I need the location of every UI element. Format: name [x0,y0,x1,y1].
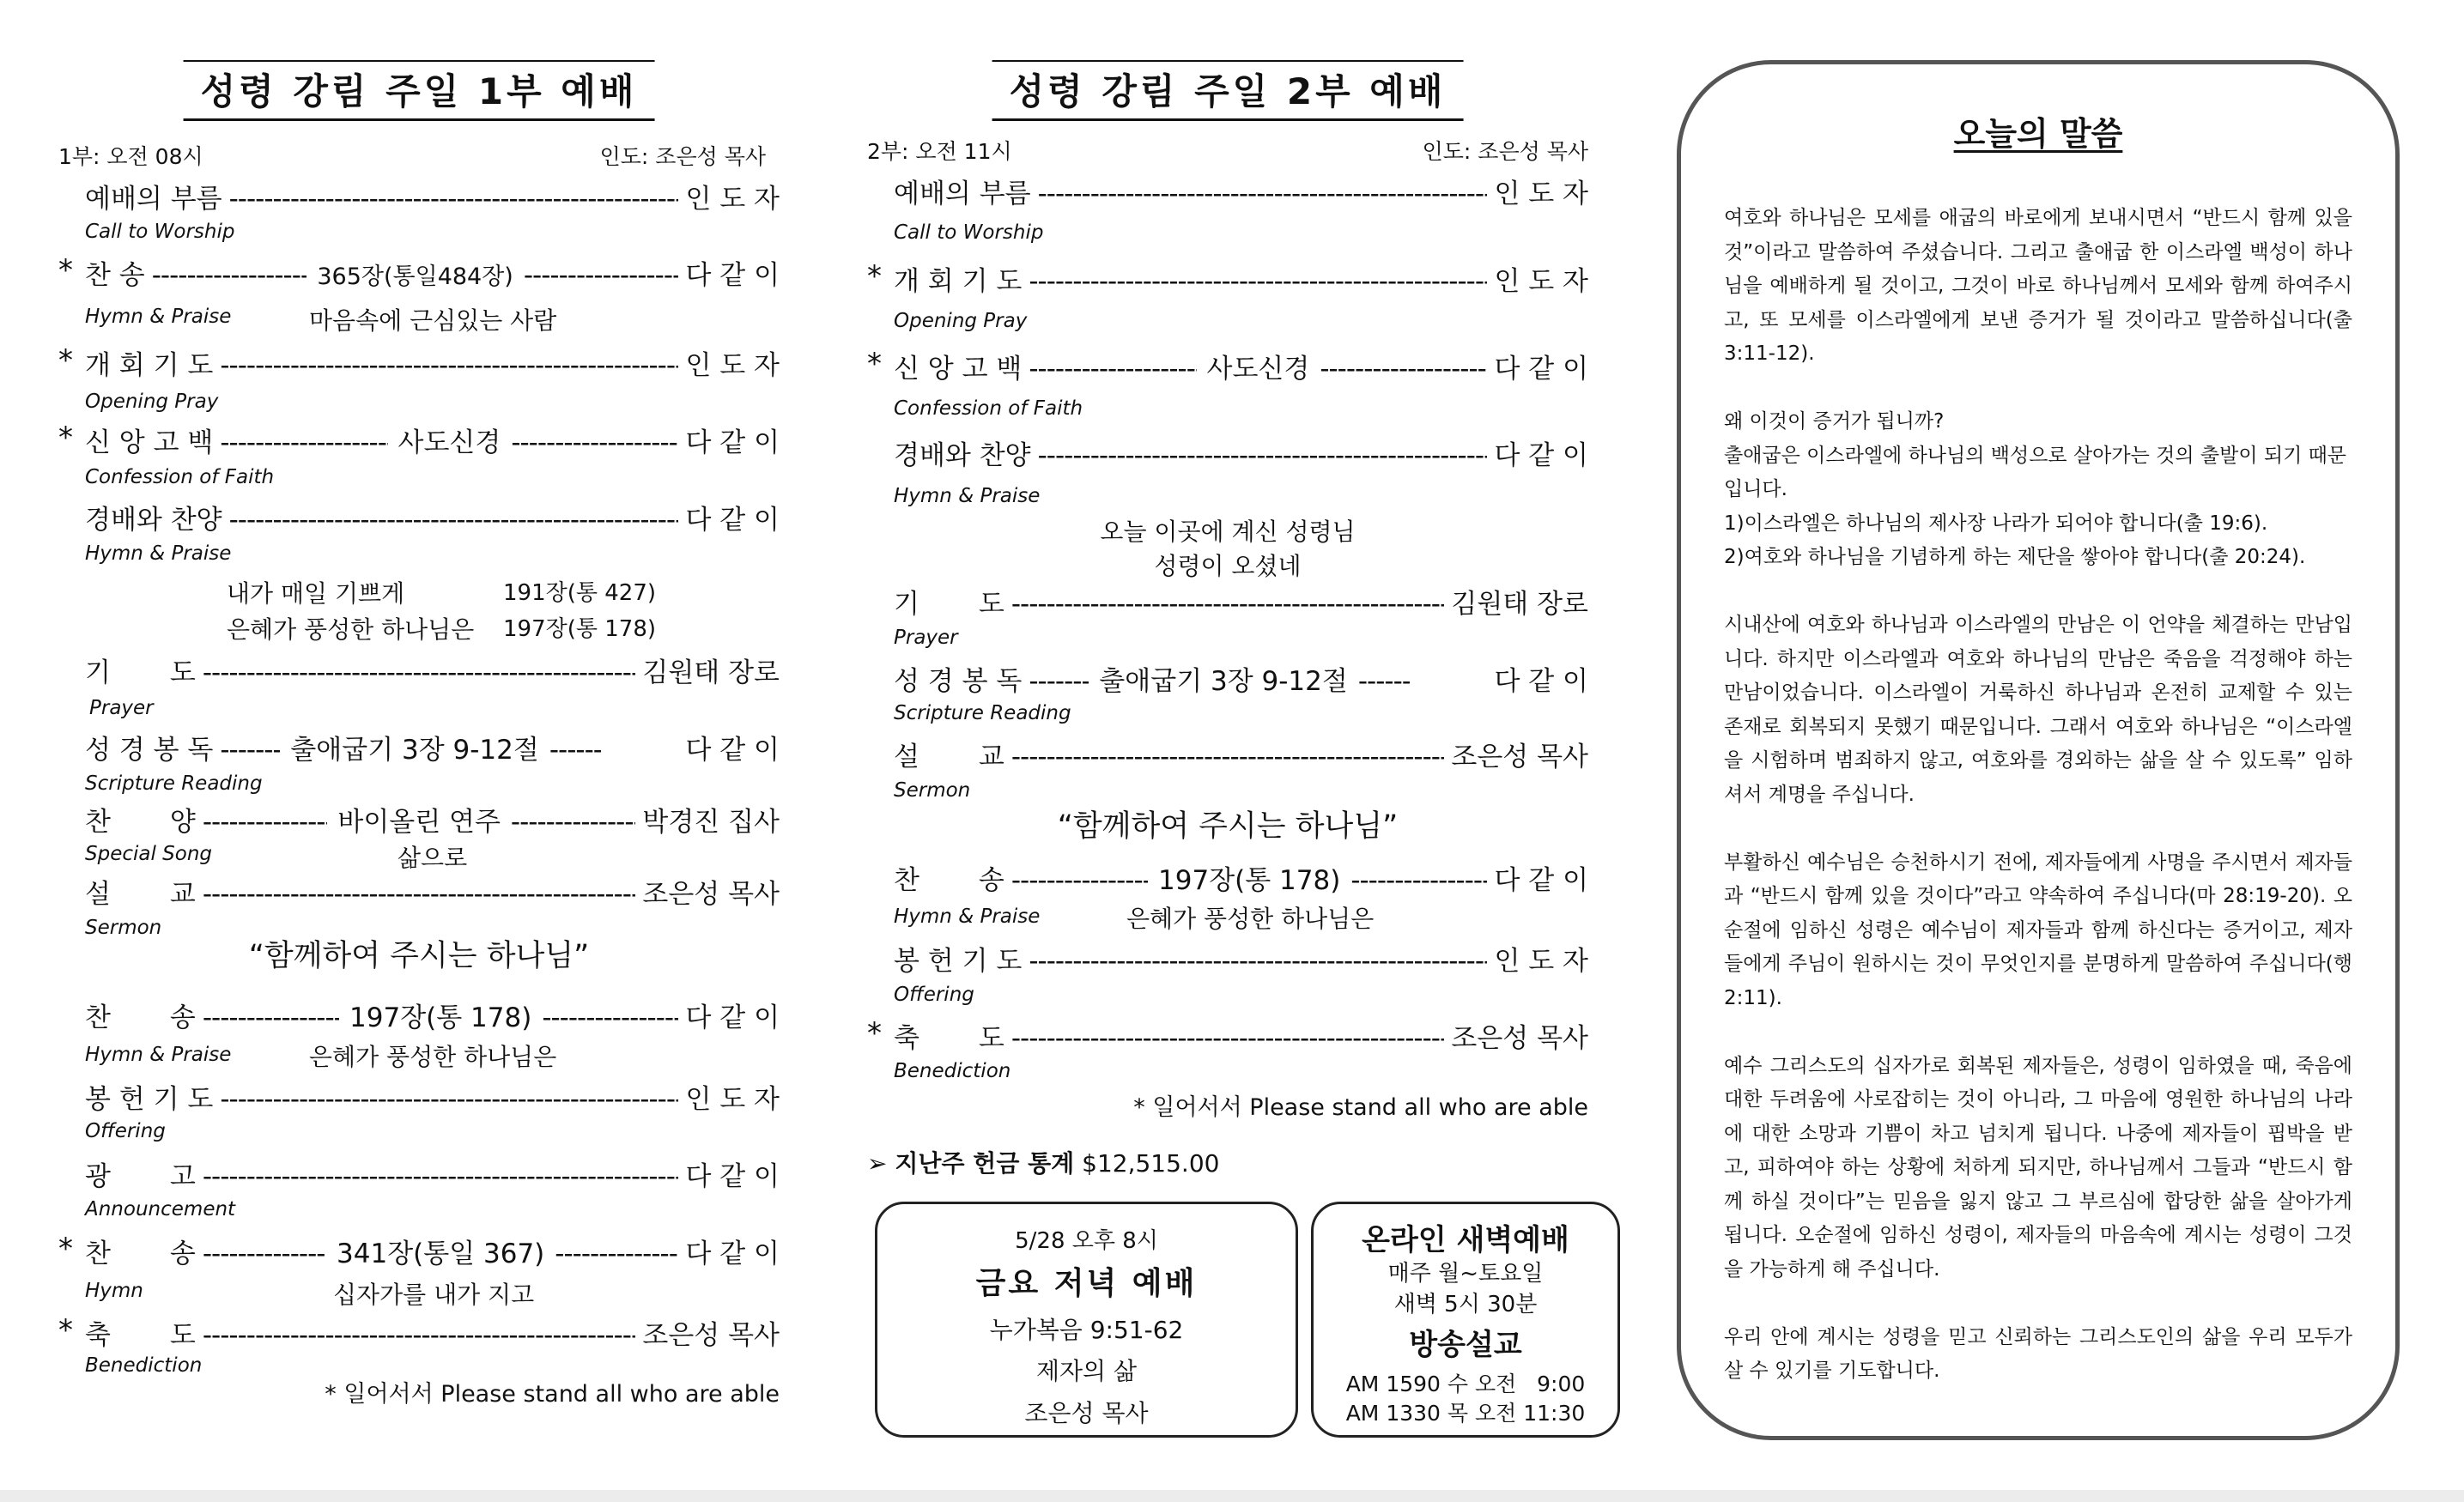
service1-info [58,140,780,171]
order2-prayer-en: Prayer [894,627,958,649]
friday-speaker: 조은성 목사 [1024,1399,1149,1427]
order2-call-en: Call to Worship [894,221,1044,244]
order-offering: 봉 헌 기 도 ----- 인 도 자 [58,1077,780,1115]
word-paragraph: 여호와 하나님은 모세를 애굽의 바로에게 보내시면서 “반드시 함께 있을 것”이라고 말씀하여 주셨습니다. 그리고 출애굽 한 이스라엘 백성이 하나님을 예배하게 될 것이고, 그것이 바로 하나님께서 모세와 함께 하여주시고, 또 모세를 이스라엘에게 보낸 증거가 될 것이라고 말씀하십니다(출 3:11-12). [1724,207,2352,365]
order-call: 예배의 부름 ----- 인 도 자 [58,177,780,215]
order2-benediction: * 축 도 ----- 조은성 목사 [867,1016,1588,1054]
order2-benediction-en: Benediction [894,1060,1011,1082]
service2-info [867,135,1588,166]
order-reading-en: Scripture Reading [85,772,263,795]
order-call-en: Call to Worship [85,221,235,243]
order-hymn3-en: Hymn [85,1280,143,1302]
broadcast-am1: AM 1590 수 오전 9:00 [1345,1372,1586,1396]
order2-praise: 경배와 찬양 ----- 다 같 이 [867,433,1588,471]
friday-title: 금요 저녁 예배 [975,1266,1198,1301]
order2-hymn-song: 은혜가 풍성한 하나님은 [1126,905,1375,933]
word-paragraph: 왜 이것이 증거가 됩니까? 출애굽은 이스라엘에 하나님의 백성으로 살아가는 것의 출발이 되기 때문입니다. 1)이스라엘은 하나님의 제사장 나라가 되어야 합니다(출 19:6). 2)여호와 하나님을 기념하게 하는 제단을 쌓아야 합니다(출 20:24). [1724,410,2347,568]
todays-word-body [1724,202,2352,1422]
order2-reading: 성 경 봉 독 ----- 출애굽기 3장 9-12절 ----- 다 같 이 [867,659,1588,697]
order2-sermon-en: Sermon [894,779,971,802]
order2-reading-en: Scripture Reading [894,702,1071,724]
service1-leader: 인도: 조은성 목사 [599,144,766,169]
order-hymn3-song: 십자가를 내가 지고 [333,1281,535,1309]
order-benediction-en: Benediction [85,1354,203,1377]
order-praise-en: Hymn & Praise [85,542,232,565]
praise-song-2-title: 은혜가 풍성한 하나님은 [227,615,475,644]
word-paragraph: 예수 그리스도의 십자가로 회복된 제자들은, 성령이 임하였을 때, 죽음에 대한 두려움에 사로잡히는 것이 아니라, 그 마음에 영원한 하나님의 나라에 대한 소망과 기쁨이 차고 넘치게 됩니다. 나중에 제자들이 핍박을 받고, 피하여야 하는 상황에 처하게 되지만, 하나님께서 그들과 “반드시 함께 하실 것이다”는 믿음을 잃지 않고 그 부르심에 합당한 삶을 살아가게 됩니다. 오순절에 임하신 성령이, 제자들의 마음속에 계시는 성령이 그것을 가능하게 해 주십니다. [1724,1054,2352,1281]
order-benediction: * 축 도 ----- 조은성 목사 [58,1313,780,1351]
order2-creed: * 신 앙 고 백 ----- 사도신경 ----- 다 같 이 [867,347,1588,385]
order2-opening-prayer-en: Opening Pray [894,310,1028,332]
friday-date: 5/28 오후 8시 [1015,1228,1158,1254]
order2-hymn-en: Hymn & Praise [894,905,1041,928]
service1-time: 1부: 오전 08시 [58,144,203,169]
order-special-song: 삶으로 [398,844,468,872]
service2-time: 2부: 오전 11시 [867,139,1012,164]
order-hymn1-song: 마음속에 근심있는 사람 [309,306,557,335]
order-prayer: 기 도 ----- 김원태 장로 [58,651,780,688]
order-hymn1: * 찬 송 ----- 365장(통일484장) ----- 다 같 이 [58,253,780,291]
order-reading: 성 경 봉 독 ----- 출애굽기 3장 9-12절 ----- 다 같 이 [58,728,780,766]
order-praise: 경배와 찬양 ----- 다 같 이 [58,498,780,536]
word-paragraph: 시내산에 여호와 하나님과 이스라엘의 만남은 이 언약을 체결하는 만남입니다. 하지만 이스라엘과 여호와 하나님의 만남은 죽음을 걱정해야 하는 만남이었습니다. 이스라엘이 거룩하신 하나님과 온전히 교제할 수 있는 존재로 회복되지 못했기 때문입니다. 그래서 여호와 하나님은 “이스라엘을 시험하며 범죄하지 않고, 여호와를 경외하는 삶을 살 수 있도록” 임하셔서 계명을 주십니다. [1724,614,2352,806]
order2-call: 예배의 부름 ----- 인 도 자 [867,172,1588,209]
todays-word-heading: 오늘의 말씀 [1953,115,2123,153]
order-opening-prayer-en: Opening Pray [85,391,219,413]
order-special-en: Special Song [85,843,213,865]
order-creed: * 신 앙 고 백 ----- 사도신경 ----- 다 같 이 [58,421,780,458]
order-hymn2-en: Hymn & Praise [85,1044,232,1066]
order2-hymn: 찬 송 ----- 197장(통 178) ----- 다 같 이 [867,858,1588,896]
offering-stats-amount: $12,515.00 [1082,1149,1220,1178]
praise-song-1-num: 191장(통 427) [503,580,657,606]
service1-title: 성령 강림 주일 1부 예배 [184,60,655,121]
order-hymn2-song: 은혜가 풍성한 하나님은 [309,1043,557,1071]
order-opening-prayer: * 개 회 기 도 ----- 인 도 자 [58,343,780,381]
order2-praise-en: Hymn & Praise [894,485,1041,507]
praise-song-2-num: 197장(통 178) [503,616,657,642]
service2-leader: 인도: 조은성 목사 [1422,139,1588,164]
praise-song-1-title: 내가 매일 기쁘게 [227,579,405,608]
offering-stats [867,1145,1588,1179]
service2-title: 성령 강림 주일 2부 예배 [992,60,1464,121]
praise2-song-2: 성령이 오셨네 [1154,552,1302,580]
praise2-song-1: 오늘 이곳에 계신 성령님 [1100,518,1356,546]
order-hymn1-en: Hymn & Praise [85,306,232,328]
stand-note-2: * 일어서서 Please stand all who are able [1133,1094,1588,1121]
dawn-service-box [1311,1202,1620,1438]
dawn-title: 온라인 새벽예배 [1362,1223,1569,1257]
order-sermon-en: Sermon [85,917,162,939]
order2-sermon: 설 교 ----- 조은성 목사 [867,735,1588,772]
order2-offering-en: Offering [894,984,974,1006]
order2-opening-prayer: * 개 회 기 도 ----- 인 도 자 [867,259,1588,297]
friday-topic: 제자의 삶 [1035,1357,1138,1385]
order-sermon: 설 교 ----- 조은성 목사 [58,872,780,910]
dawn-days: 매주 월~토요일 [1387,1261,1544,1287]
order-creed-en: Confession of Faith [85,466,275,488]
order-announce-en: Announcement [85,1198,236,1220]
word-paragraph: 우리 안에 계시는 성령을 믿고 신뢰하는 그리스도인의 삶을 우리 모두가 살 수 있기를 기도합니다. [1724,1325,2352,1382]
offering-stats-label: 지난주 헌금 통계 [895,1149,1075,1178]
broadcast-title: 방송설교 [1409,1328,1522,1362]
order-hymn2: 찬 송 ----- 197장(통 178) ----- 다 같 이 [58,996,780,1033]
order2-creed-en: Confession of Faith [894,397,1083,420]
dawn-time: 새벽 5시 30분 [1393,1292,1538,1317]
word-paragraph: 부활하신 예수님은 승천하시기 전에, 제자들에게 사명을 주시면서 제자들과 “반드시 함께 있을 것이다”라고 약속하여 주십니다(마 28:19-20). 오순절에 임하신 성령은 예수님이 제자들과 함께 하신다는 증거이고, 제자들에게 주님이 원하시는 것이 무엇인지를 분명하게 말씀하여 주십니다(행 2:11). [1724,851,2352,1009]
bottom-strip [0,1490,2464,1502]
order2-prayer: 기 도 ----- 김원태 장로 [867,582,1588,620]
order-hymn3: * 찬 송 ----- 341장(통일 367) ----- 다 같 이 [58,1232,780,1269]
sermon2-title: “함께하여 주시는 하나님” [1057,809,1399,844]
order-special: 찬 양 ----- 바이올린 연주 ----- 박경진 집사 [58,800,780,838]
sermon-title: “함께하여 주시는 하나님” [248,939,590,973]
order-announce: 광 고 ----- 다 같 이 [58,1154,780,1192]
broadcast-am2: AM 1330 목 오전 11:30 [1345,1401,1586,1426]
friday-scripture: 누가복음 9:51-62 [989,1316,1184,1344]
order-offering-en: Offering [85,1120,166,1142]
order-prayer-en: Prayer [89,697,154,719]
todays-word-box [1677,60,2400,1440]
friday-service-box [875,1202,1298,1438]
arrow-icon: ➢ [867,1149,888,1178]
order2-offering: 봉 헌 기 도 ----- 인 도 자 [867,939,1588,977]
stand-note: * 일어서서 Please stand all who are able [325,1381,780,1408]
